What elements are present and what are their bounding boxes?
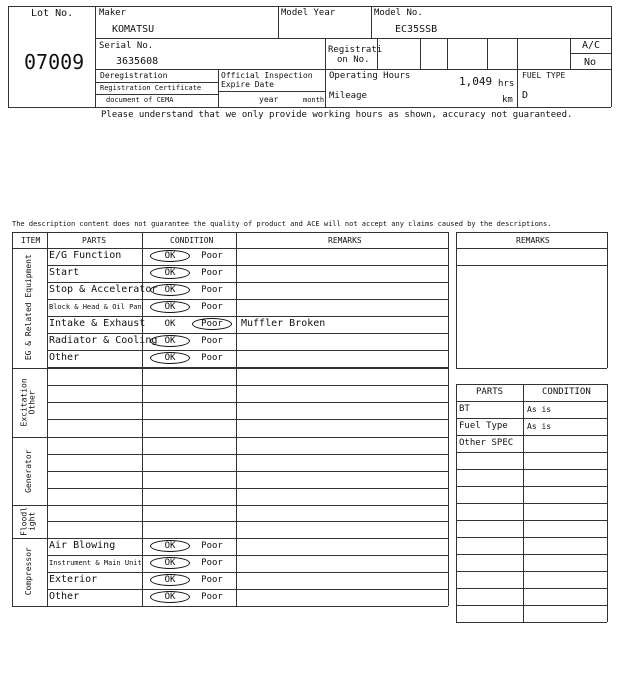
km-label: km [502, 95, 513, 105]
deregistration-label: Deregistration [100, 71, 168, 80]
eg-row [47, 299, 448, 316]
model-no-value: EC35SSB [395, 24, 438, 35]
selected-condition-circle [150, 284, 190, 296]
selected-condition-circle [150, 540, 190, 552]
mileage-label: Mileage [329, 91, 367, 101]
lot-no-value: 07009 [24, 50, 85, 74]
ok-option: OK [164, 558, 176, 568]
serial-label: Serial No. [99, 41, 154, 51]
registration-label-2: on No. [337, 55, 370, 65]
spec-condition-header: CONDITION [542, 387, 591, 397]
eg-row [47, 265, 448, 282]
selected-condition-circle [150, 574, 190, 586]
poor-option: Poor [201, 592, 223, 602]
compressor-part-label: Other [49, 591, 80, 602]
group-label-floodlight: Floodl ight [19, 506, 37, 536]
eg-row [47, 248, 448, 265]
poor-option: Poor [201, 302, 223, 312]
fuel-type-value: D [522, 90, 529, 101]
ac-value: No [584, 57, 597, 68]
header-top-border [8, 6, 611, 7]
row-divider [47, 521, 448, 522]
ok-option: OK [164, 285, 176, 295]
eg-part-label: Intake & Exhaust [49, 318, 146, 329]
spec-row-divider [456, 520, 607, 521]
group-label-excitation: Excitation Other [19, 378, 37, 427]
row-divider [47, 454, 448, 455]
group-label-compressor: Compressor [23, 547, 33, 596]
ok-option: OK [164, 302, 176, 312]
compressor-row [47, 572, 448, 589]
serial-value: 3635608 [116, 56, 159, 67]
eg-row [47, 282, 448, 299]
row-divider [47, 419, 448, 420]
spec-row-divider [456, 401, 607, 402]
disclaimer-text: Please understand that we only provide working hours as shown, accuracy not guaranteed. [101, 110, 573, 120]
header-right-border [611, 6, 612, 107]
eg-remark: Muffler Broken [241, 318, 326, 329]
spec-row-divider [456, 435, 607, 436]
compressor-row [47, 589, 448, 606]
row-divider [47, 385, 448, 386]
ok-option: OK [164, 541, 176, 551]
notice-text: The description content does not guarantee the quality of product and ACE will not accept any claims caused by the descriptions. [12, 220, 552, 228]
maker-value: KOMATSU [112, 24, 155, 35]
spec-row-divider [456, 452, 607, 453]
compressor-part-label: Air Blowing [49, 540, 116, 551]
spec-row-divider [456, 503, 607, 504]
eg-part-label: E/G Function [49, 250, 122, 261]
spec-row-divider [456, 486, 607, 487]
compressor-part-label: Instrument & Main Unit [49, 559, 142, 567]
eg-row [47, 316, 448, 333]
ok-option: OK [164, 353, 176, 363]
operating-hours-value: 1,049 [459, 75, 493, 88]
spec-row-divider [456, 622, 607, 623]
col-parts-header: PARTS [82, 236, 107, 245]
poor-option: Poor [201, 558, 223, 568]
ac-label: A/C [582, 40, 601, 51]
ok-option: OK [164, 575, 176, 585]
spec-row-divider [456, 588, 607, 589]
ok-option: OK [164, 319, 176, 329]
year-label: year [259, 95, 279, 104]
spec-parts-header: PARTS [476, 387, 504, 397]
selected-condition-circle [150, 352, 190, 364]
compressor-row [47, 538, 448, 555]
group-label-generator: Generator [23, 449, 33, 493]
poor-option: Poor [201, 541, 223, 551]
spec-row-divider [456, 469, 607, 470]
selected-condition-circle [150, 301, 190, 313]
poor-option: Poor [201, 353, 223, 363]
compressor-part-label: Exterior [49, 574, 98, 585]
fuel-type-label: FUEL TYPE [522, 71, 566, 80]
spec-row-divider [456, 605, 607, 606]
poor-option: Poor [201, 285, 223, 295]
eg-part-label: Radiator & Cooling [49, 335, 158, 346]
ok-option: OK [164, 592, 176, 602]
poor-option: Poor [201, 575, 223, 585]
spec-row-divider [456, 418, 607, 419]
spec-part-label: Fuel Type [459, 421, 508, 431]
spec-part-label: Other SPEC [459, 438, 514, 448]
selected-condition-circle [150, 250, 190, 262]
poor-option: Poor [201, 268, 223, 278]
inspection-label-1: Official Inspection [221, 71, 313, 80]
spec-row-divider [456, 554, 607, 555]
selected-condition-circle [192, 318, 232, 330]
spec-row-divider [456, 571, 607, 572]
selected-condition-circle [150, 557, 190, 569]
ok-option: OK [164, 251, 176, 261]
selected-condition-circle [150, 591, 190, 603]
eg-part-label: Stop & Accelerator [49, 284, 158, 295]
registration-label-1: Registrati [328, 45, 383, 55]
row-divider [47, 488, 448, 489]
eg-part-label: Block & Head & Oil Pan [49, 303, 142, 311]
col-remarks-header: REMARKS [328, 236, 362, 245]
col-condition-header: CONDITION [170, 236, 214, 245]
compressor-row [47, 555, 448, 572]
col-item-header: ITEM [21, 236, 41, 245]
poor-option: Poor [201, 251, 223, 261]
spec-condition-value: As is [527, 405, 552, 414]
selected-condition-circle [150, 267, 190, 279]
eg-part-label: Start [49, 267, 80, 278]
header-bottom-border [8, 107, 611, 108]
row-divider [47, 367, 448, 368]
header-left-border [8, 6, 9, 107]
eg-part-label: Other [49, 352, 80, 363]
inspection-label-2: Expire Date [221, 80, 274, 89]
row-divider [47, 471, 448, 472]
right-remarks-header: REMARKS [516, 236, 550, 245]
eg-row [47, 350, 448, 367]
lot-no-label: Lot No. [31, 8, 74, 19]
model-year-label: Model Year [281, 8, 336, 18]
document-cema-label: document of CEMA [106, 96, 174, 104]
poor-option: Poor [201, 319, 223, 329]
row-divider [47, 402, 448, 403]
spec-row-divider [456, 537, 607, 538]
spec-part-label: BT [459, 404, 470, 414]
operating-hours-label: Operating Hours [329, 71, 411, 81]
poor-option: Poor [201, 336, 223, 346]
model-no-label: Model No. [374, 8, 423, 18]
registration-cert-label: Registration Certificate [100, 84, 202, 92]
spec-condition-value: As is [527, 422, 552, 431]
selected-condition-circle [150, 335, 190, 347]
ok-option: OK [164, 268, 176, 278]
maker-label: Maker [99, 8, 127, 18]
hrs-label: hrs [498, 79, 515, 89]
group-label-eg: EG & Related Equipment [23, 254, 33, 361]
month-label: month [303, 96, 325, 104]
eg-row [47, 333, 448, 350]
ok-option: OK [164, 336, 176, 346]
